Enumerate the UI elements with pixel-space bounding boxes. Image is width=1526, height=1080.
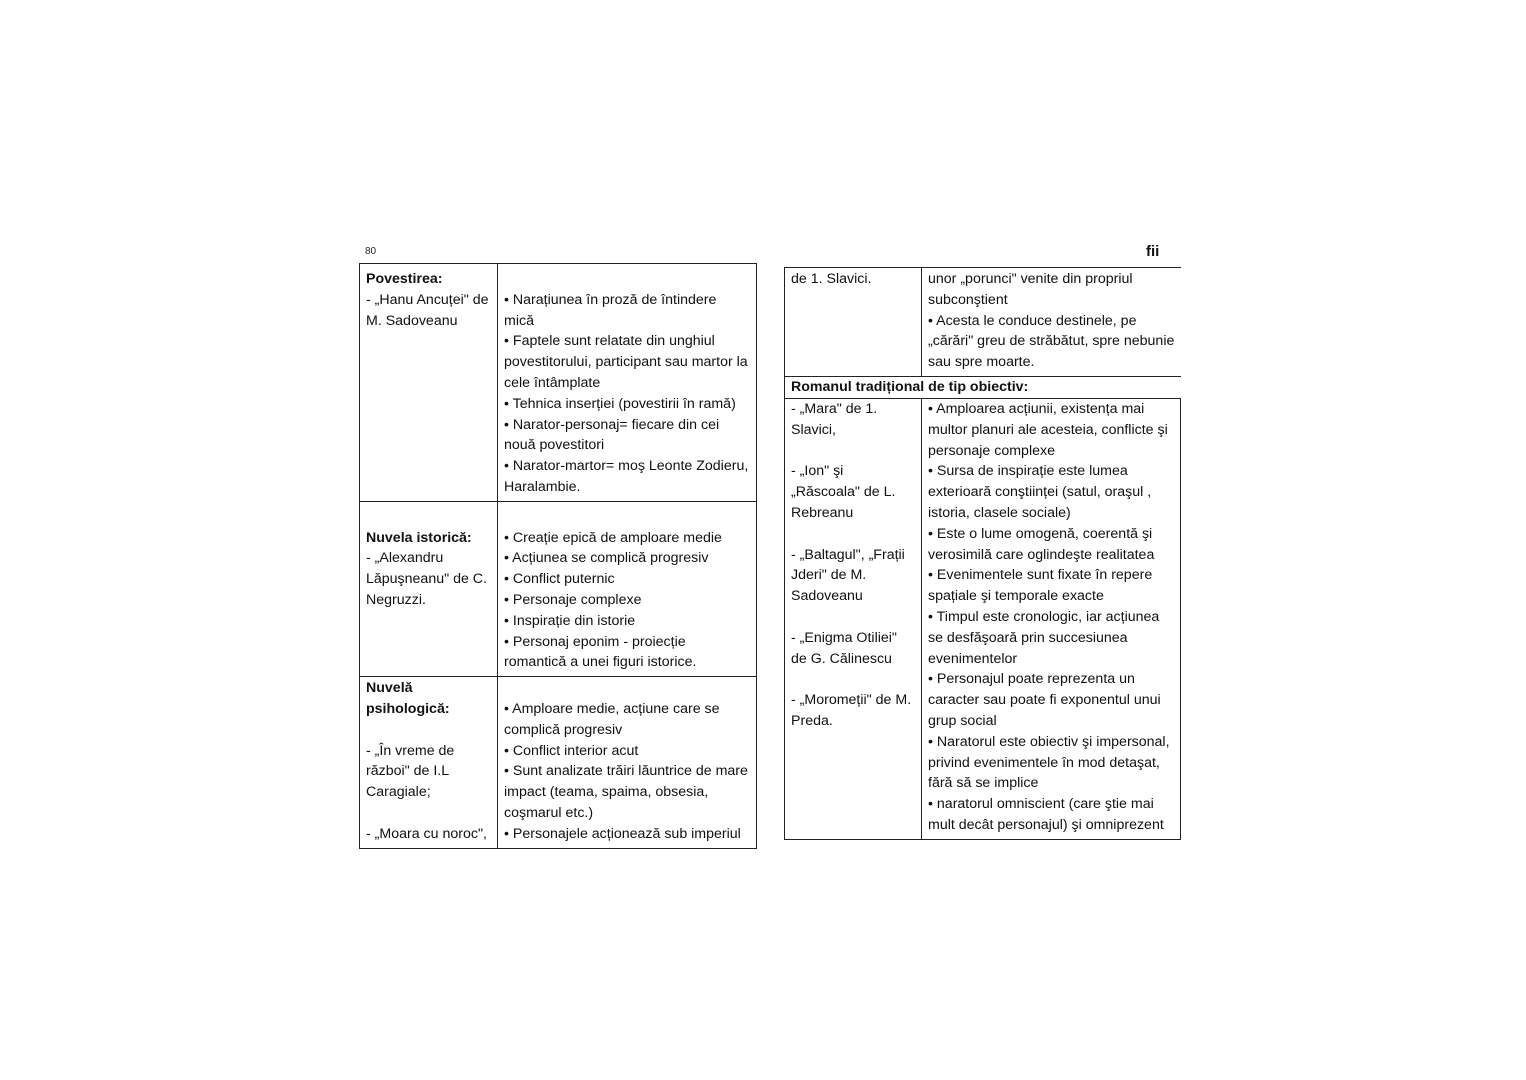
features-cell	[922, 268, 1181, 377]
table-row	[785, 376, 1181, 398]
work-item: - „Mara" de 1. Slavici,	[791, 400, 878, 438]
feature-item: • Conflict puternic	[504, 571, 615, 588]
feature-item: • Timpul este cronologic, iar acțiunea se desfăşoară prin succesiunea evenimentelor	[928, 608, 1160, 667]
page-mark-right: fii	[1146, 243, 1160, 260]
feature-item: • Personajul poate reprezenta un caracter sau poate fi exponentul unui grup social	[928, 671, 1161, 729]
genre-cell	[360, 677, 498, 848]
features-cell	[498, 264, 757, 502]
right-table	[784, 267, 1181, 840]
feature-item: • Creație epică de amploare medie	[504, 529, 722, 546]
table-row	[360, 501, 757, 676]
genre-cell	[360, 264, 498, 502]
features-cell	[498, 501, 757, 676]
feature-item: • Conflict interior acut	[504, 742, 639, 759]
table-row	[785, 398, 1181, 839]
feature-item: • Acesta le conduce destinele, pe „cărări" greu de străbătut, spre nebunie sau spre moarte.	[928, 312, 1175, 371]
genre-works: - „Moara cu noroc",	[366, 825, 487, 842]
feature-item: • Narator-personaj= fiecare din cei nouă povestitori	[504, 416, 720, 454]
feature-item: • Tehnica inserției (povestirii în ramă)	[504, 395, 736, 412]
feature-item: • Personaje complexe	[504, 591, 642, 608]
table-row	[785, 268, 1181, 377]
genre-works: - „Hanu Ancuței" de M. Sadoveanu	[366, 291, 489, 329]
work-item: - „Moromeții" de M. Preda.	[791, 692, 912, 729]
work-item: - „Baltagul", „Frații Jderi" de M. Sadoveanu	[791, 546, 905, 605]
feature-item: • Faptele sunt relatate din unghiul povestitorului, participant sau martor la cele întâmplate	[504, 333, 748, 391]
genre-works: - „În vreme de război" de I.L Caragiale;	[366, 742, 455, 801]
genre-works: - „Alexandru Lăpuşneanu" de C. Negruzzi.	[366, 550, 487, 608]
genre-title: Povestirea:	[366, 271, 443, 287]
work-item: - „Enigma Otiliei" de G. Călinescu	[791, 629, 897, 667]
feature-item: • Acțiunea se complică progresiv	[504, 550, 709, 567]
feature-item: unor „porunci" venite din propriul subconştient	[928, 271, 1133, 308]
feature-item: • Naratorul este obiectiv şi impersonal, privind evenimentele în mod detaşat, fără să se implice	[928, 733, 1170, 792]
feature-item: • Amploare medie, acțiune care se complică progresiv	[504, 700, 720, 738]
features-cell	[498, 677, 757, 848]
works-cell	[785, 268, 922, 377]
feature-item: • Sursa de inspirație este lumea exterioară conştiinței (satul, oraşul , istoria, clasele sociale)	[928, 463, 1152, 521]
feature-item: • Personajele acționează sub imperiul	[504, 825, 741, 842]
section-heading: Romanul tradițional de tip obiectiv:	[791, 378, 1029, 395]
table-row	[360, 264, 757, 502]
feature-item: • Personaj eponim - proiecție romantică a unei figuri istorice.	[504, 633, 697, 671]
works-cell	[785, 398, 922, 839]
work-item: de 1. Slavici.	[791, 271, 872, 287]
feature-item: • Sunt analizate trăiri lăuntrice de mare impact (teama, spaima, obsesia, coşmarul etc.)	[504, 763, 748, 821]
section-heading-cell	[785, 376, 1181, 398]
features-cell	[922, 398, 1181, 839]
left-table	[359, 263, 757, 849]
work-item: - „Ion" şi „Răscoala" de L. Rebreanu	[791, 463, 896, 521]
genre-title: Nuvelă psihologică:	[366, 680, 450, 717]
feature-item: • Narator-martor= moş Leonte Zodieru, Haralambie.	[504, 458, 749, 495]
genre-title: Nuvela istorică:	[366, 529, 472, 546]
genre-cell	[360, 501, 498, 676]
page-number-left: 80	[365, 246, 377, 257]
table-row	[360, 677, 757, 848]
feature-item: • Narațiunea în proză de întindere mică	[504, 291, 717, 329]
feature-item: • Evenimentele sunt fixate în repere spațiale şi temporale exacte	[928, 567, 1153, 605]
feature-item: • Este o lume omogenă, coerentă şi verosimilă care oglindeşte realitatea	[928, 525, 1155, 563]
feature-item: • Amploarea acțiunii, existența mai multor planuri ale acesteia, conflicte şi personaje complexe	[928, 400, 1168, 459]
feature-item: • Inspirație din istorie	[504, 612, 636, 629]
feature-item: • naratorul omniscient (care ştie mai mult decât personajul) şi omniprezent	[928, 796, 1164, 833]
